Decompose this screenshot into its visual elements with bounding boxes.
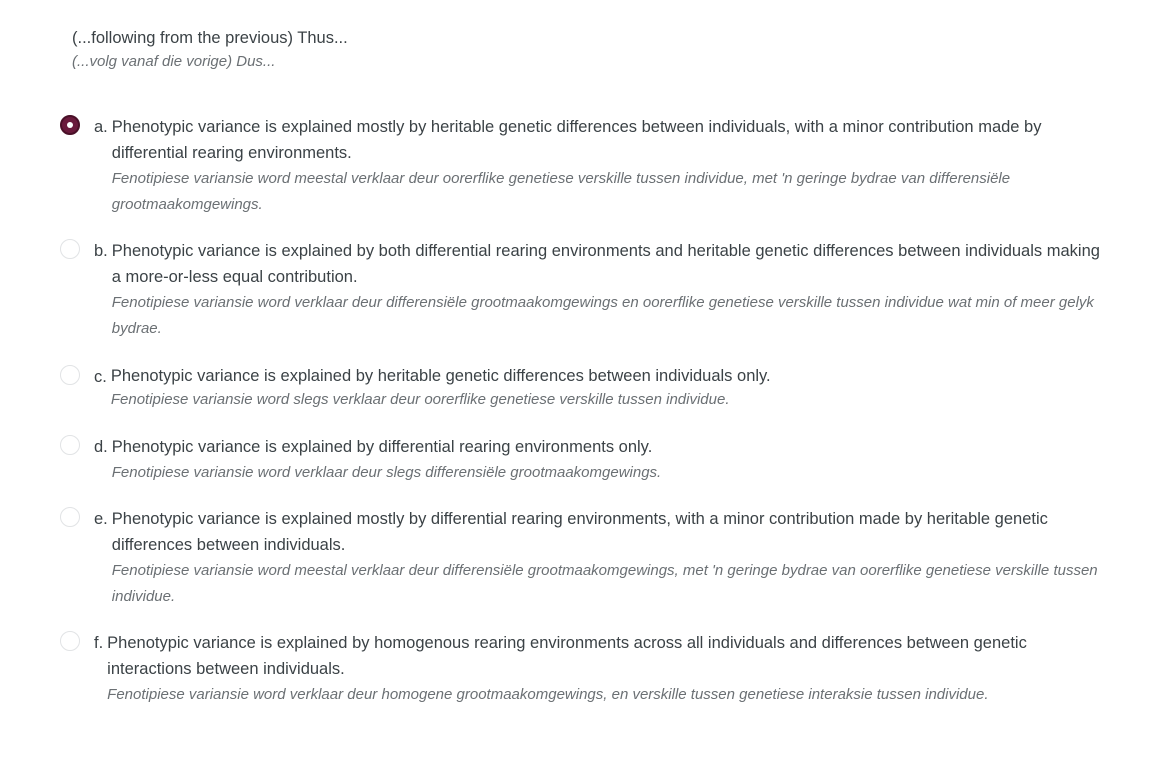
option-text: Phenotypic variance is explained by heritable genetic differences between individuals only. <box>110 367 771 385</box>
radio-unselected-icon[interactable] <box>60 435 80 455</box>
question-text: (...following from the previous) Thus... <box>72 29 348 47</box>
option-letter: f. <box>94 634 104 652</box>
option-c[interactable] <box>60 364 1100 412</box>
option-letter: c. <box>94 368 107 386</box>
radio-unselected-icon[interactable] <box>60 239 80 259</box>
option-b[interactable] <box>60 238 1100 342</box>
option-a[interactable] <box>60 114 1100 218</box>
option-text: Phenotypic variance is explained by differential rearing environments only. <box>111 438 653 456</box>
option-text-translation: Fenotipiese variansie word verklaar deur slegs differensiële grootmaakomgewings. <box>111 464 662 481</box>
option-letter: e. <box>94 510 108 528</box>
option-letter: a. <box>94 118 108 136</box>
option-text: Phenotypic variance is explained mostly by differential rearing environments, with a minor contribution made by heritable genetic differences between individuals. <box>111 510 1048 554</box>
option-text: Phenotypic variance is explained mostly by heritable genetic differences between individuals, with a minor contribution made by differential rearing environments. <box>111 118 1042 162</box>
option-text-translation: Fenotipiese variansie word meestal verklaar deur differensiële grootmaakomgewings, met 'n geringe bydrae van oorerflike genetiese verskille tussen individue. <box>111 562 1098 605</box>
radio-unselected-icon[interactable] <box>60 631 80 651</box>
option-text-translation: Fenotipiese variansie word meestal verklaar deur oorerflike genetiese verskille tussen individue, met 'n geringe bydrae van differensiële grootmaakomgewings. <box>111 170 1011 213</box>
radio-selected-icon[interactable] <box>60 115 80 135</box>
answer-options <box>60 114 1100 708</box>
radio-unselected-icon[interactable] <box>60 507 80 527</box>
option-text: Phenotypic variance is explained by homogenous rearing environments across all individuals and differences between genetic interactions between individuals. <box>107 634 1027 678</box>
option-letter: d. <box>94 438 108 456</box>
option-text: Phenotypic variance is explained by both differential rearing environments and heritable genetic differences between individuals making a more-or-less equal contribution. <box>111 242 1100 286</box>
radio-unselected-icon[interactable] <box>60 365 80 385</box>
option-f[interactable] <box>60 630 1100 708</box>
option-e[interactable] <box>60 506 1100 610</box>
option-text-translation: Fenotipiese variansie word slegs verklaar deur oorerflike genetiese verskille tussen individue. <box>110 391 730 408</box>
option-d[interactable] <box>60 434 1100 486</box>
question-prompt <box>72 26 348 73</box>
question-text-translation: (...volg vanaf die vorige) Dus... <box>72 53 276 70</box>
option-text-translation: Fenotipiese variansie word verklaar deur differensiële grootmaakomgewings en oorerflike genetiese verskille tussen individue wat min of meer gelyk bydrae. <box>111 294 1094 337</box>
option-letter: b. <box>94 242 108 260</box>
option-text-translation: Fenotipiese variansie word verklaar deur homogene grootmaakomgewings, en verskille tussen genetiese interaksie tussen individue. <box>107 686 989 703</box>
